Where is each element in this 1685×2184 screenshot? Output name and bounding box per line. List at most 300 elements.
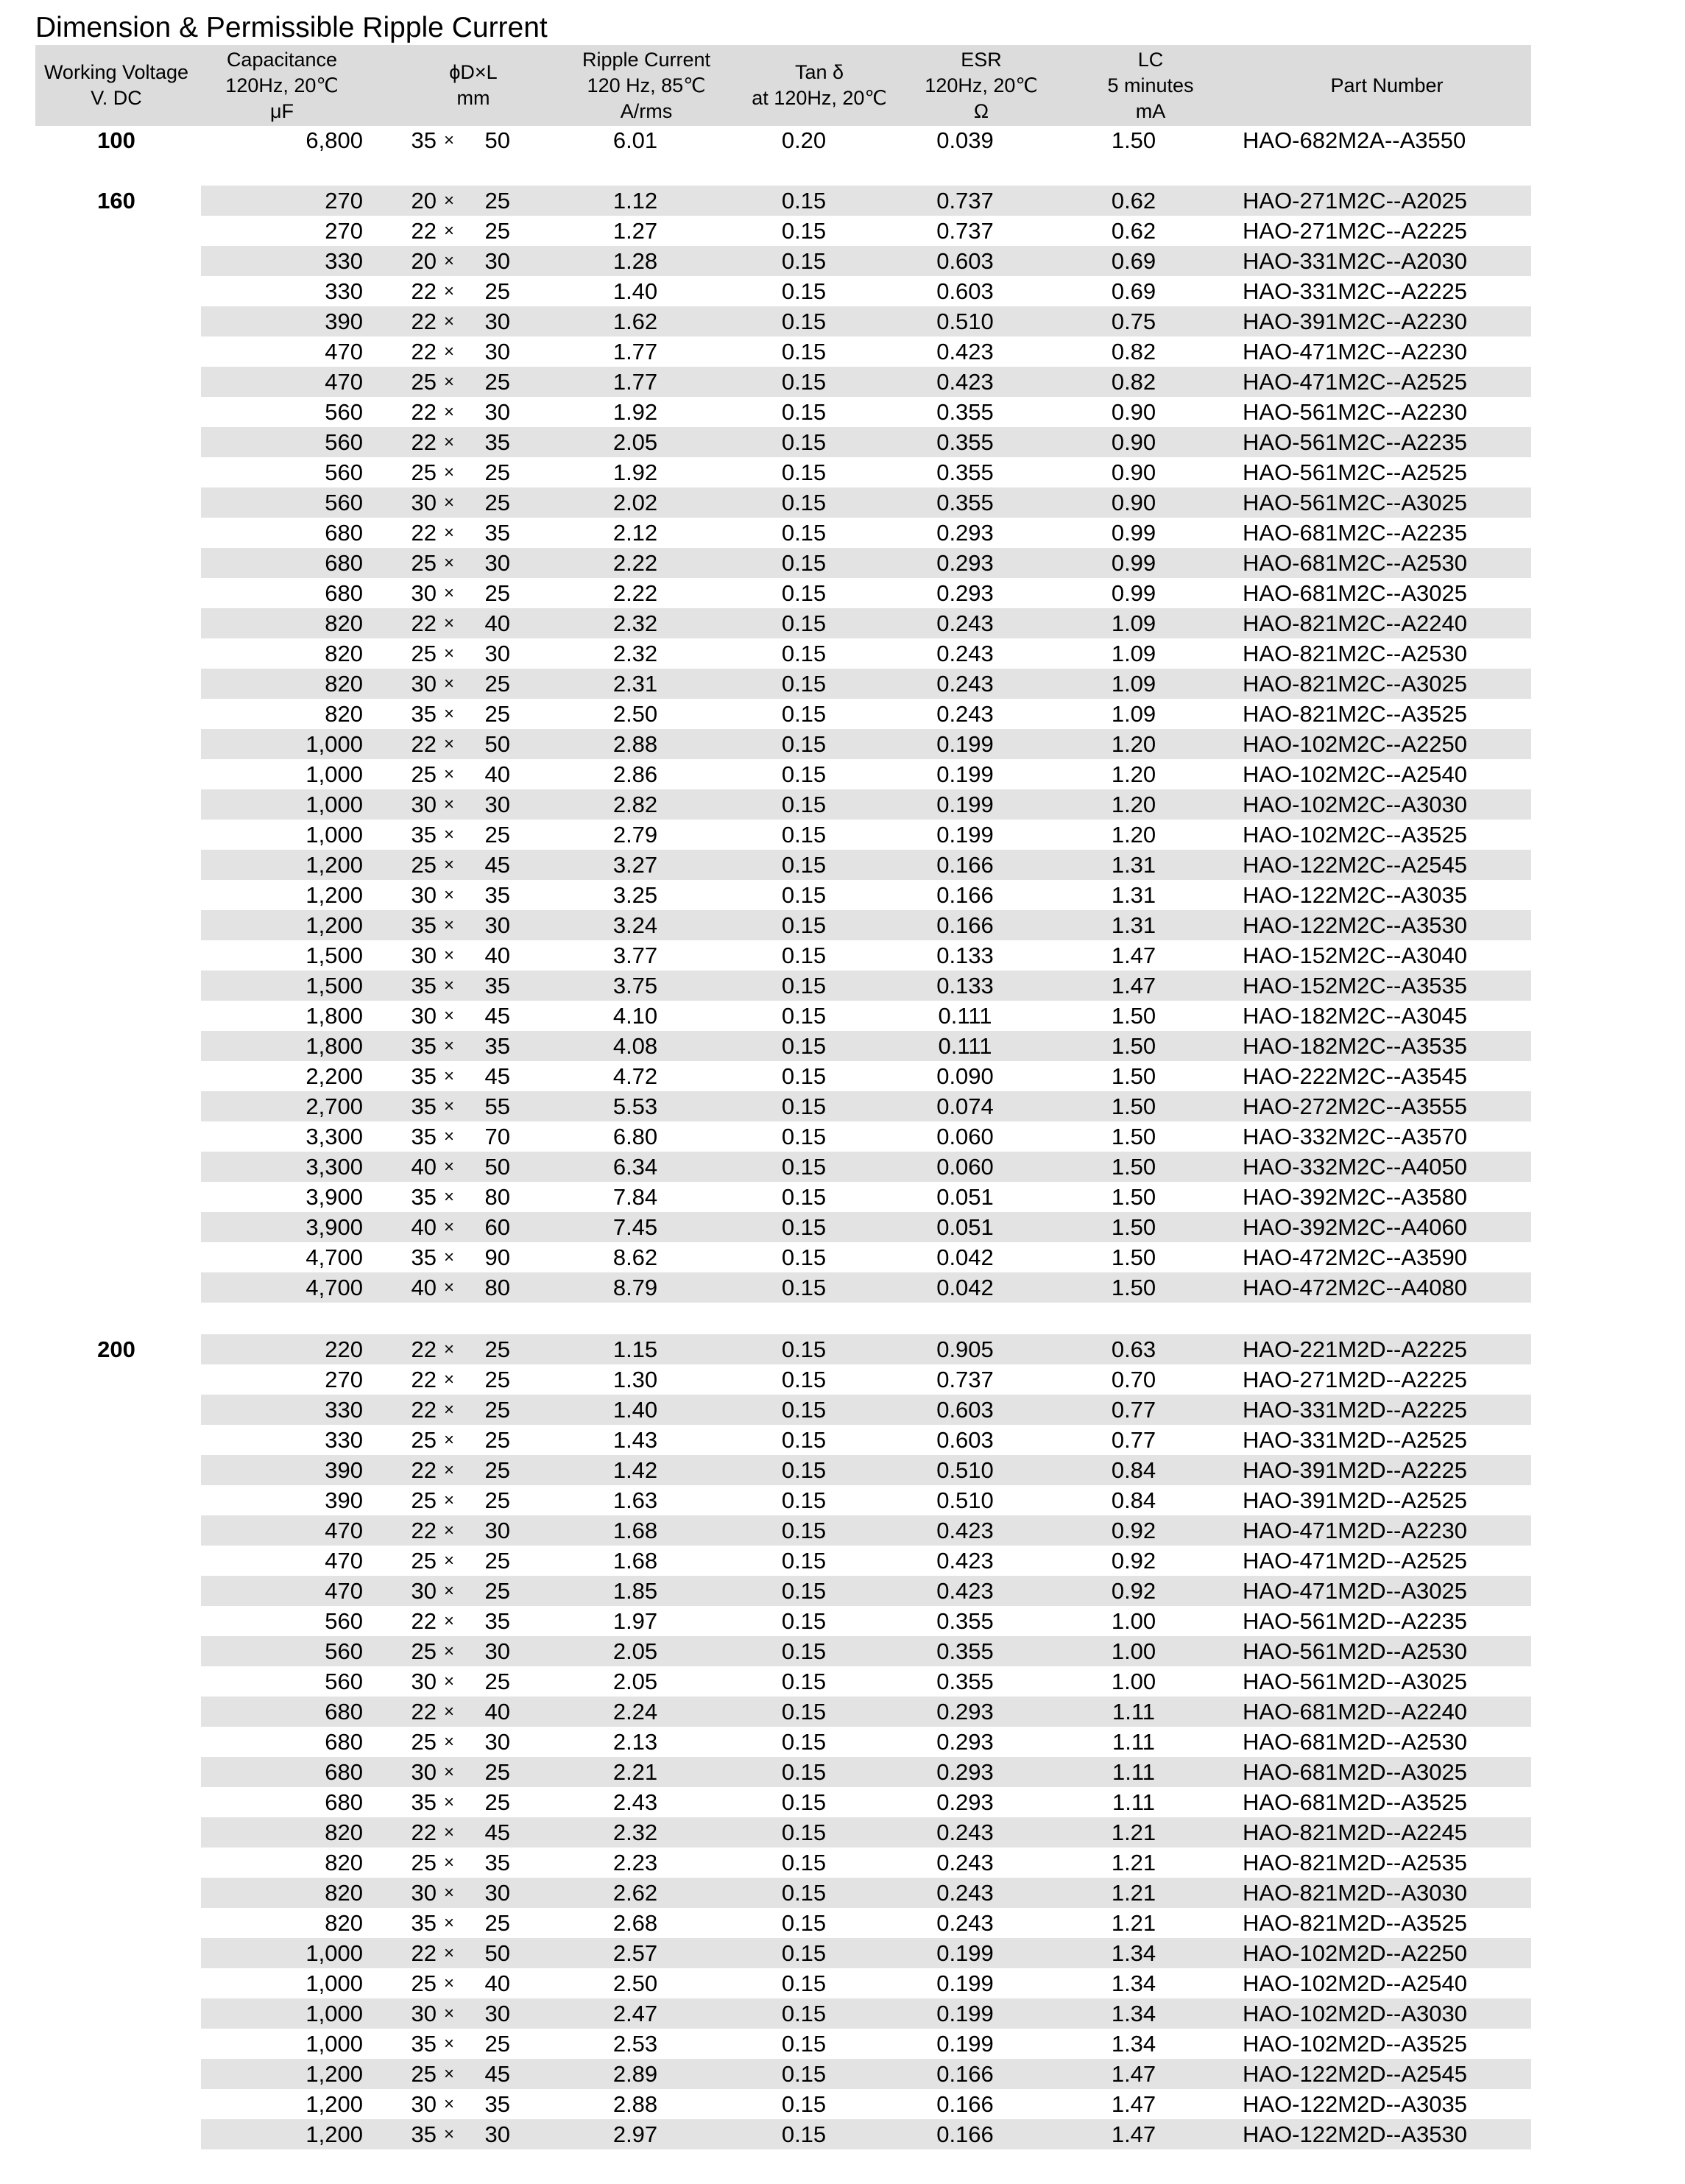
length-cell: 25 [484, 1669, 510, 1694]
table-row [201, 1666, 1531, 1697]
length-cell: 25 [484, 1457, 510, 1483]
times-sign: × [443, 281, 454, 301]
length-cell: 30 [484, 399, 510, 425]
leakage-current-cell: 1.50 [1111, 1003, 1156, 1029]
table-row [201, 669, 1531, 699]
part-number-cell: HAO-122M2D--A2545 [1243, 2061, 1467, 2087]
leakage-current-cell: 0.63 [1111, 1336, 1156, 1362]
capacitance-cell: 3,300 [305, 1154, 363, 1180]
leakage-current-cell: 0.90 [1111, 459, 1156, 485]
ripple-current-cell: 3.27 [612, 852, 658, 878]
tan-delta-cell: 0.15 [781, 761, 827, 787]
header-capacitance: Capacitance 120Hz, 20℃ μF [225, 48, 339, 122]
esr-cell: 0.060 [936, 1124, 994, 1149]
part-number-cell: HAO-561M2C--A2230 [1243, 399, 1467, 425]
times-sign: × [443, 583, 454, 603]
length-cell: 35 [484, 429, 510, 455]
capacitance-cell: 560 [325, 459, 363, 485]
table-row [201, 2059, 1531, 2089]
leakage-current-cell: 0.84 [1111, 1487, 1156, 1513]
tan-delta-cell: 0.15 [781, 550, 827, 576]
esr-cell: 0.243 [936, 1850, 994, 1875]
ripple-current-cell: 2.43 [612, 1789, 658, 1815]
part-number-cell: HAO-221M2D--A2225 [1243, 1336, 1467, 1362]
capacitance-cell: 3,300 [305, 1124, 363, 1149]
table-row [201, 578, 1531, 608]
ripple-current-cell: 7.84 [612, 1184, 658, 1210]
times-sign: × [443, 1066, 454, 1086]
part-number-cell: HAO-332M2C--A3570 [1243, 1124, 1467, 1149]
leakage-current-cell: 1.50 [1111, 1244, 1156, 1270]
leakage-current-cell: 1.21 [1111, 1820, 1156, 1845]
tan-delta-cell: 0.15 [781, 973, 827, 998]
times-sign: × [443, 462, 454, 482]
ripple-current-cell: 2.13 [612, 1729, 658, 1755]
length-cell: 30 [484, 792, 510, 817]
table-row [201, 1968, 1531, 1998]
header-part-number: Part Number [1330, 74, 1444, 96]
times-sign: × [443, 1853, 454, 1873]
tan-delta-cell: 0.15 [781, 1367, 827, 1392]
part-number-cell: HAO-472M2C--A3590 [1243, 1244, 1467, 1270]
tan-delta-cell: 0.15 [781, 852, 827, 878]
table-row [201, 1576, 1531, 1606]
times-sign: × [443, 2064, 454, 2084]
diameter-cell: 40 [411, 1154, 437, 1180]
esr-cell: 0.243 [936, 1880, 994, 1906]
capacitance-cell: 1,000 [305, 792, 363, 817]
capacitance-cell: 1,200 [305, 852, 363, 878]
table-row [201, 1908, 1531, 1938]
times-sign: × [443, 674, 454, 694]
tan-delta-cell: 0.15 [781, 278, 827, 304]
diameter-cell: 35 [411, 1910, 437, 1936]
length-cell: 30 [484, 309, 510, 334]
part-number-cell: HAO-102M2C--A3030 [1243, 792, 1467, 817]
tan-delta-cell: 0.15 [781, 1759, 827, 1785]
leakage-current-cell: 0.90 [1111, 429, 1156, 455]
esr-cell: 0.199 [936, 2031, 994, 2057]
tan-delta-cell: 0.15 [781, 1970, 827, 1996]
table-row [201, 125, 1531, 155]
tan-delta-cell: 0.20 [781, 127, 827, 153]
part-number-cell: HAO-681M2C--A3025 [1243, 580, 1467, 606]
part-number-cell: HAO-681M2D--A3525 [1243, 1789, 1467, 1815]
diameter-cell: 22 [411, 429, 437, 455]
length-cell: 50 [484, 127, 510, 153]
capacitance-cell: 3,900 [305, 1214, 363, 1240]
table-row [201, 1455, 1531, 1485]
leakage-current-cell: 1.31 [1111, 882, 1156, 908]
length-cell: 80 [484, 1184, 510, 1210]
ripple-current-cell: 3.77 [612, 943, 658, 968]
table-row [201, 1001, 1531, 1031]
length-cell: 40 [484, 1970, 510, 1996]
esr-cell: 0.293 [936, 1699, 994, 1725]
times-sign: × [443, 1157, 454, 1177]
ripple-current-cell: 2.32 [612, 1820, 658, 1845]
diameter-cell: 40 [411, 1275, 437, 1300]
esr-cell: 0.293 [936, 550, 994, 576]
tan-delta-cell: 0.15 [781, 671, 827, 697]
diameter-cell: 35 [411, 1789, 437, 1815]
ripple-current-cell: 3.24 [612, 912, 658, 938]
times-sign: × [443, 644, 454, 663]
esr-cell: 0.199 [936, 761, 994, 787]
part-number-cell: HAO-332M2C--A4050 [1243, 1154, 1467, 1180]
times-sign: × [443, 1641, 454, 1661]
capacitance-cell: 1,500 [305, 943, 363, 968]
table-row [201, 1272, 1531, 1303]
ripple-current-cell: 2.05 [612, 429, 658, 455]
part-number-cell: HAO-561M2C--A3025 [1243, 490, 1467, 515]
part-number-cell: HAO-152M2C--A3535 [1243, 973, 1467, 998]
length-cell: 35 [484, 973, 510, 998]
length-cell: 80 [484, 1275, 510, 1300]
length-cell: 25 [484, 1487, 510, 1513]
table-row [201, 1121, 1531, 1152]
table-header [35, 45, 1531, 126]
diameter-cell: 25 [411, 459, 437, 485]
ripple-current-cell: 2.79 [612, 822, 658, 848]
times-sign: × [443, 1096, 454, 1116]
diameter-cell: 22 [411, 339, 437, 364]
times-sign: × [443, 1973, 454, 1993]
ripple-current-cell: 1.92 [612, 459, 658, 485]
header-working-voltage: Working Voltage V. DC [43, 61, 189, 109]
ripple-current-cell: 1.68 [612, 1548, 658, 1574]
leakage-current-cell: 1.50 [1111, 1275, 1156, 1300]
part-number-cell: HAO-122M2D--A3035 [1243, 2091, 1467, 2117]
tan-delta-cell: 0.15 [781, 1669, 827, 1694]
leakage-current-cell: 1.47 [1111, 943, 1156, 968]
esr-cell: 0.042 [936, 1244, 994, 1270]
diameter-cell: 35 [411, 822, 437, 848]
diameter-cell: 22 [411, 1518, 437, 1543]
ripple-current-cell: 1.12 [612, 188, 658, 214]
times-sign: × [443, 1339, 454, 1359]
times-sign: × [443, 613, 454, 633]
length-cell: 25 [484, 822, 510, 848]
length-cell: 35 [484, 1608, 510, 1634]
times-sign: × [443, 493, 454, 512]
table-row [201, 608, 1531, 638]
ripple-current-cell: 1.68 [612, 1518, 658, 1543]
table-row [201, 1061, 1531, 1091]
esr-cell: 0.133 [936, 973, 994, 998]
times-sign: × [443, 1732, 454, 1752]
part-number-cell: HAO-681M2D--A2240 [1243, 1699, 1467, 1725]
ripple-current-cell: 5.53 [612, 1093, 658, 1119]
table-row [201, 276, 1531, 306]
part-number-cell: HAO-122M2C--A3530 [1243, 912, 1467, 938]
capacitance-cell: 1,000 [305, 2031, 363, 2057]
tan-delta-cell: 0.15 [781, 1003, 827, 1029]
table-row [201, 1878, 1531, 1908]
times-sign: × [443, 945, 454, 965]
table-row [201, 971, 1531, 1001]
times-sign: × [443, 342, 454, 362]
tan-delta-cell: 0.15 [781, 1154, 827, 1180]
esr-cell: 0.051 [936, 1214, 994, 1240]
diameter-cell: 25 [411, 2061, 437, 2087]
table-row [201, 1787, 1531, 1817]
times-sign: × [443, 2034, 454, 2054]
leakage-current-cell: 1.11 [1112, 1789, 1156, 1815]
part-number-cell: HAO-271M2C--A2025 [1243, 188, 1467, 214]
diameter-cell: 30 [411, 1880, 437, 1906]
capacitance-cell: 330 [325, 1427, 363, 1453]
capacitance-cell: 4,700 [305, 1275, 363, 1300]
leakage-current-cell: 1.21 [1111, 1850, 1156, 1875]
capacitance-cell: 1,000 [305, 2001, 363, 2026]
times-sign: × [443, 2124, 454, 2144]
esr-cell: 0.051 [936, 1184, 994, 1210]
ripple-current-cell: 2.53 [612, 2031, 658, 2057]
tan-delta-cell: 0.15 [781, 429, 827, 455]
part-number-cell: HAO-272M2C--A3555 [1243, 1093, 1467, 1119]
capacitance-cell: 820 [325, 671, 363, 697]
diameter-cell: 22 [411, 1699, 437, 1725]
tan-delta-cell: 0.15 [781, 1033, 827, 1059]
esr-cell: 0.243 [936, 701, 994, 727]
length-cell: 30 [484, 1729, 510, 1755]
leakage-current-cell: 0.99 [1111, 520, 1156, 546]
times-sign: × [443, 1792, 454, 1812]
leakage-current-cell: 0.90 [1111, 399, 1156, 425]
table-row [201, 337, 1531, 367]
part-number-cell: HAO-331M2C--A2030 [1243, 248, 1467, 274]
length-cell: 45 [484, 2061, 510, 2087]
length-cell: 25 [484, 671, 510, 697]
table-row [201, 1334, 1531, 1364]
part-number-cell: HAO-102M2D--A2540 [1243, 1970, 1467, 1996]
tan-delta-cell: 0.15 [781, 2031, 827, 2057]
leakage-current-cell: 1.31 [1111, 852, 1156, 878]
table-row [201, 1182, 1531, 1212]
times-sign: × [443, 1883, 454, 1903]
esr-cell: 0.166 [936, 2061, 994, 2087]
esr-cell: 0.293 [936, 520, 994, 546]
tan-delta-cell: 0.15 [781, 1578, 827, 1604]
part-number-cell: HAO-391M2C--A2230 [1243, 309, 1467, 334]
esr-cell: 0.166 [936, 882, 994, 908]
times-sign: × [443, 976, 454, 996]
diameter-cell: 22 [411, 309, 437, 334]
table-row [201, 1847, 1531, 1878]
esr-cell: 0.737 [936, 188, 994, 214]
times-sign: × [443, 221, 454, 241]
part-number-cell: HAO-821M2D--A2245 [1243, 1820, 1467, 1845]
part-number-cell: HAO-561M2D--A2235 [1243, 1608, 1467, 1634]
table-row [201, 186, 1531, 216]
capacitance-cell: 470 [325, 1548, 363, 1574]
tan-delta-cell: 0.15 [781, 792, 827, 817]
tan-delta-cell: 0.15 [781, 399, 827, 425]
ripple-current-cell: 2.97 [612, 2121, 658, 2147]
times-sign: × [443, 1913, 454, 1933]
leakage-current-cell: 0.92 [1111, 1518, 1156, 1543]
capacitance-cell: 1,800 [305, 1033, 363, 1059]
ripple-current-cell: 2.62 [612, 1880, 658, 1906]
times-sign: × [443, 1036, 454, 1056]
ripple-current-cell: 2.82 [612, 792, 658, 817]
tan-delta-cell: 0.15 [781, 188, 827, 214]
times-sign: × [443, 1943, 454, 1963]
times-sign: × [443, 402, 454, 422]
esr-cell: 0.603 [936, 248, 994, 274]
tan-delta-cell: 0.15 [781, 1638, 827, 1664]
diameter-cell: 35 [411, 912, 437, 938]
table-row [201, 1242, 1531, 1272]
length-cell: 40 [484, 1699, 510, 1725]
esr-cell: 0.060 [936, 1154, 994, 1180]
part-number-cell: HAO-102M2C--A3525 [1243, 822, 1467, 848]
diameter-cell: 25 [411, 369, 437, 395]
leakage-current-cell: 0.69 [1111, 278, 1156, 304]
leakage-current-cell: 0.84 [1111, 1457, 1156, 1483]
esr-cell: 0.293 [936, 1789, 994, 1815]
esr-cell: 0.243 [936, 1910, 994, 1936]
table-row [201, 1998, 1531, 2029]
tan-delta-cell: 0.15 [781, 1427, 827, 1453]
part-number-cell: HAO-222M2C--A3545 [1243, 1063, 1467, 1089]
table-row [201, 367, 1531, 397]
capacitance-cell: 270 [325, 188, 363, 214]
times-sign: × [443, 1460, 454, 1480]
capacitance-cell: 330 [325, 278, 363, 304]
part-number-cell: HAO-681M2C--A2530 [1243, 550, 1467, 576]
capacitance-cell: 1,200 [305, 882, 363, 908]
capacitance-cell: 2,200 [305, 1063, 363, 1089]
esr-cell: 0.199 [936, 1970, 994, 1996]
leakage-current-cell: 1.20 [1111, 822, 1156, 848]
length-cell: 35 [484, 1033, 510, 1059]
esr-cell: 0.423 [936, 369, 994, 395]
esr-cell: 0.603 [936, 278, 994, 304]
tan-delta-cell: 0.15 [781, 1214, 827, 1240]
part-number-cell: HAO-102M2D--A2250 [1243, 1940, 1467, 1966]
esr-cell: 0.199 [936, 1940, 994, 1966]
length-cell: 50 [484, 1940, 510, 1966]
table-row [201, 2119, 1531, 2149]
ripple-current-cell: 6.01 [612, 127, 658, 153]
tan-delta-cell: 0.15 [781, 1487, 827, 1513]
capacitance-cell: 3,900 [305, 1184, 363, 1210]
length-cell: 30 [484, 1518, 510, 1543]
table-row [201, 910, 1531, 940]
table-row [201, 306, 1531, 337]
times-sign: × [443, 1006, 454, 1026]
diameter-cell: 22 [411, 520, 437, 546]
esr-cell: 0.293 [936, 1729, 994, 1755]
length-cell: 25 [484, 490, 510, 515]
leakage-current-cell: 1.21 [1111, 1880, 1156, 1906]
part-number-cell: HAO-471M2D--A3025 [1243, 1578, 1467, 1604]
capacitance-cell: 560 [325, 1669, 363, 1694]
leakage-current-cell: 1.09 [1111, 671, 1156, 697]
diameter-cell: 30 [411, 1578, 437, 1604]
part-number-cell: HAO-471M2D--A2230 [1243, 1518, 1467, 1543]
capacitance-cell: 820 [325, 1910, 363, 1936]
table-row [201, 789, 1531, 820]
length-cell: 25 [484, 1336, 510, 1362]
length-cell: 30 [484, 339, 510, 364]
table-row [201, 1515, 1531, 1546]
length-cell: 25 [484, 188, 510, 214]
length-cell: 30 [484, 912, 510, 938]
diameter-cell: 30 [411, 882, 437, 908]
length-cell: 60 [484, 1214, 510, 1240]
capacitance-cell: 270 [325, 1367, 363, 1392]
esr-cell: 0.355 [936, 429, 994, 455]
capacitance-cell: 680 [325, 580, 363, 606]
part-number-cell: HAO-821M2D--A3525 [1243, 1910, 1467, 1936]
diameter-cell: 40 [411, 1214, 437, 1240]
times-sign: × [443, 764, 454, 784]
capacitance-cell: 470 [325, 1518, 363, 1543]
times-sign: × [443, 1430, 454, 1450]
tan-delta-cell: 0.15 [781, 580, 827, 606]
diameter-cell: 30 [411, 1759, 437, 1785]
leakage-current-cell: 1.34 [1111, 2031, 1156, 2057]
part-number-cell: HAO-821M2C--A2240 [1243, 610, 1467, 636]
part-number-cell: HAO-391M2D--A2525 [1243, 1487, 1467, 1513]
leakage-current-cell: 1.34 [1111, 1940, 1156, 1966]
ripple-current-cell: 1.42 [612, 1457, 658, 1483]
diameter-cell: 30 [411, 671, 437, 697]
diameter-cell: 35 [411, 1093, 437, 1119]
length-cell: 30 [484, 248, 510, 274]
diameter-cell: 25 [411, 1487, 437, 1513]
tan-delta-cell: 0.15 [781, 1244, 827, 1270]
leakage-current-cell: 1.00 [1111, 1638, 1156, 1664]
ripple-current-cell: 2.23 [612, 1850, 658, 1875]
diameter-cell: 30 [411, 580, 437, 606]
times-sign: × [443, 1822, 454, 1842]
part-number-cell: HAO-471M2D--A2525 [1243, 1548, 1467, 1574]
tan-delta-cell: 0.15 [781, 490, 827, 515]
leakage-current-cell: 0.82 [1111, 369, 1156, 395]
diameter-cell: 35 [411, 1124, 437, 1149]
esr-cell: 0.423 [936, 1518, 994, 1543]
times-sign: × [443, 1400, 454, 1420]
part-number-cell: HAO-182M2C--A3535 [1243, 1033, 1467, 1059]
leakage-current-cell: 0.77 [1111, 1427, 1156, 1453]
table-row [201, 216, 1531, 246]
table-row [201, 1395, 1531, 1425]
ripple-current-cell: 2.88 [612, 2091, 658, 2117]
esr-cell: 0.199 [936, 2001, 994, 2026]
esr-cell: 0.905 [936, 1336, 994, 1362]
esr-cell: 0.510 [936, 309, 994, 334]
tan-delta-cell: 0.15 [781, 731, 827, 757]
ripple-current-cell: 1.62 [612, 309, 658, 334]
ripple-current-cell: 1.30 [612, 1367, 658, 1392]
length-cell: 50 [484, 1154, 510, 1180]
tan-delta-cell: 0.15 [781, 1548, 827, 1574]
capacitance-cell: 330 [325, 248, 363, 274]
tan-delta-cell: 0.15 [781, 1336, 827, 1362]
times-sign: × [443, 553, 454, 573]
length-cell: 55 [484, 1093, 510, 1119]
table-row [201, 1485, 1531, 1515]
times-sign: × [443, 1611, 454, 1631]
tan-delta-cell: 0.15 [781, 822, 827, 848]
length-cell: 70 [484, 1124, 510, 1149]
tan-delta-cell: 0.15 [781, 912, 827, 938]
table-row [201, 1031, 1531, 1061]
